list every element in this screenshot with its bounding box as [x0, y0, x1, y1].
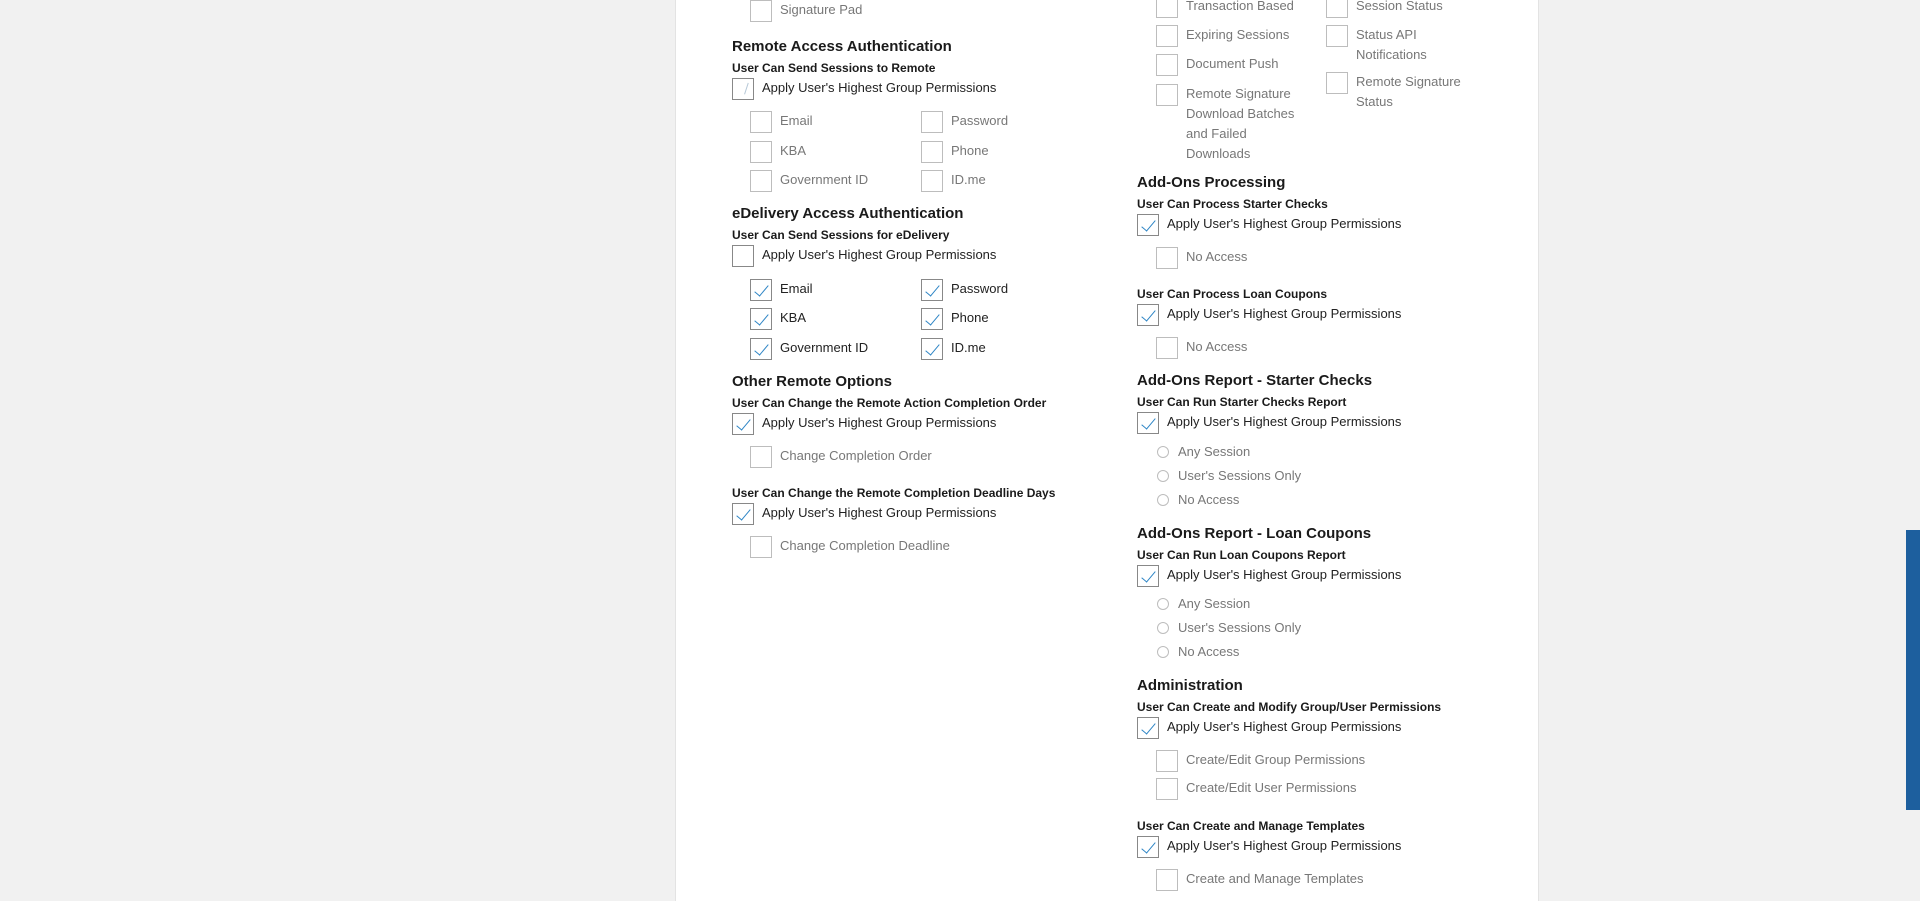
permissions-apply[interactable]	[1137, 717, 1401, 739]
loan-coupons-apply-checkbox[interactable]	[1137, 304, 1159, 326]
loan-no-access-checkbox[interactable]	[1156, 337, 1178, 359]
report-starter-own-sessions[interactable]	[1157, 466, 1301, 486]
manage-templates-checkbox[interactable]	[1156, 869, 1178, 891]
edelivery-idme-checkbox[interactable]	[921, 338, 943, 360]
user-permissions-label: Create/Edit User Permissions	[1186, 780, 1357, 795]
report-loan-subtitle: User Can Run Loan Coupons Report	[1137, 548, 1346, 562]
edelivery-phone-label: Phone	[951, 310, 989, 325]
remote-signature-status-option[interactable]	[1326, 72, 1466, 112]
remote-auth-apply-checkbox[interactable]	[732, 78, 754, 100]
edelivery-auth-title: eDelivery Access Authentication	[732, 205, 964, 222]
remote-gov-id-label: Government ID	[780, 172, 869, 187]
signature-pad-checkbox[interactable]	[750, 0, 772, 22]
edelivery-idme-label: ID.me	[951, 340, 986, 355]
report-starter-own-label: User's Sessions Only	[1178, 468, 1302, 483]
report-starter-subtitle: User Can Run Starter Checks Report	[1137, 395, 1347, 409]
report-starter-no-access[interactable]	[1157, 490, 1239, 510]
status-api-checkbox[interactable]	[1326, 25, 1348, 47]
remote-signature-download-option[interactable]	[1156, 84, 1301, 164]
report-starter-none-label: No Access	[1178, 492, 1240, 507]
remote-kba-checkbox[interactable]	[750, 141, 772, 163]
change-completion-deadline[interactable]	[750, 536, 950, 558]
edelivery-auth-subtitle: User Can Send Sessions for eDelivery	[732, 228, 950, 242]
report-starter-apply-checkbox[interactable]	[1137, 412, 1159, 434]
permissions-apply-checkbox[interactable]	[1137, 717, 1159, 739]
document-push-label: Document Push	[1186, 56, 1279, 71]
report-loan-any-radio[interactable]	[1157, 598, 1169, 610]
report-loan-none-radio[interactable]	[1157, 646, 1169, 658]
remote-auth-subtitle: User Can Send Sessions to Remote	[732, 61, 936, 75]
group-permissions-checkbox[interactable]	[1156, 750, 1178, 772]
completion-order-apply-label: Apply User's Highest Group Permissions	[762, 415, 997, 430]
document-push-checkbox[interactable]	[1156, 54, 1178, 76]
templates-subtitle: User Can Create and Manage Templates	[1137, 819, 1365, 833]
completion-order-subtitle: User Can Change the Remote Action Completion Order	[732, 396, 1047, 410]
remote-idme-checkbox[interactable]	[921, 170, 943, 192]
completion-deadline-apply-checkbox[interactable]	[732, 503, 754, 525]
completion-deadline-subtitle: User Can Change the Remote Completion Deadline Days	[732, 486, 1056, 500]
session-status-label: Session Status	[1356, 0, 1443, 13]
loan-coupons-apply[interactable]	[1137, 304, 1401, 326]
report-loan-own-radio[interactable]	[1157, 622, 1169, 634]
edelivery-phone-checkbox[interactable]	[921, 308, 943, 330]
starter-checks-apply-checkbox[interactable]	[1137, 214, 1159, 236]
starter-checks-subtitle: User Can Process Starter Checks	[1137, 197, 1328, 211]
report-starter-any-session[interactable]	[1157, 442, 1250, 462]
report-starter-apply[interactable]	[1137, 412, 1401, 434]
completion-deadline-apply-label: Apply User's Highest Group Permissions	[762, 505, 997, 520]
remote-password-label: Password	[951, 113, 1009, 128]
remote-idme-label: ID.me	[951, 172, 986, 187]
edelivery-password-checkbox[interactable]	[921, 279, 943, 301]
loan-coupons-no-access[interactable]	[1156, 337, 1247, 359]
edelivery-email[interactable]	[750, 279, 813, 301]
edelivery-email-checkbox[interactable]	[750, 279, 772, 301]
remote-password-checkbox[interactable]	[921, 111, 943, 133]
create-manage-templates[interactable]	[1156, 869, 1364, 891]
completion-order-apply-checkbox[interactable]	[732, 413, 754, 435]
signature-pad-label: Signature Pad	[780, 2, 863, 17]
starter-no-access-checkbox[interactable]	[1156, 247, 1178, 269]
remote-auth-password[interactable]	[921, 111, 1008, 133]
change-completion-order-checkbox[interactable]	[750, 446, 772, 468]
starter-checks-no-access[interactable]	[1156, 247, 1247, 269]
report-loan-no-access[interactable]	[1157, 642, 1239, 662]
report-loan-title: Add-Ons Report - Loan Coupons	[1137, 525, 1372, 542]
session-status-option[interactable]	[1326, 0, 1443, 18]
remote-phone-label: Phone	[951, 143, 989, 158]
templates-apply-checkbox[interactable]	[1137, 836, 1159, 858]
remote-signature-status-label: Remote Signature Status	[1356, 74, 1461, 109]
remote-email-checkbox[interactable]	[750, 111, 772, 133]
expiring-sessions-option[interactable]	[1156, 25, 1289, 47]
report-loan-apply-checkbox[interactable]	[1137, 565, 1159, 587]
remote-auth-email[interactable]	[750, 111, 813, 133]
remote-kba-label: KBA	[780, 143, 807, 158]
edelivery-kba-label: KBA	[780, 310, 807, 325]
other-remote-title: Other Remote Options	[732, 373, 893, 390]
change-completion-deadline-label: Change Completion Deadline	[780, 538, 950, 553]
completion-deadline-apply[interactable]	[732, 503, 996, 525]
create-edit-group-permissions[interactable]	[1156, 750, 1365, 772]
report-starter-apply-label: Apply User's Highest Group Permissions	[1167, 414, 1402, 429]
edelivery-apply-label: Apply User's Highest Group Permissions	[762, 247, 997, 262]
document-push-option[interactable]	[1156, 54, 1279, 76]
remote-phone-checkbox[interactable]	[921, 141, 943, 163]
manage-templates-label: Create and Manage Templates	[1186, 871, 1364, 886]
edelivery-gov-id[interactable]	[750, 338, 868, 360]
scrollbar-thumb[interactable]	[1906, 530, 1920, 810]
remote-auth-gov-id[interactable]	[750, 170, 868, 192]
remote-gov-id-checkbox[interactable]	[750, 170, 772, 192]
report-starter-title: Add-Ons Report - Starter Checks	[1137, 372, 1373, 389]
transaction-based-label: Transaction Based	[1186, 0, 1294, 13]
user-permissions-checkbox[interactable]	[1156, 778, 1178, 800]
templates-apply[interactable]	[1137, 836, 1401, 858]
create-edit-user-permissions[interactable]	[1156, 778, 1357, 800]
expiring-sessions-label: Expiring Sessions	[1186, 27, 1290, 42]
status-api-option[interactable]	[1326, 25, 1456, 65]
loan-coupons-apply-label: Apply User's Highest Group Permissions	[1167, 306, 1402, 321]
session-status-checkbox[interactable]	[1326, 0, 1348, 18]
edelivery-kba-checkbox[interactable]	[750, 308, 772, 330]
report-starter-none-radio[interactable]	[1157, 494, 1169, 506]
remote-auth-title: Remote Access Authentication	[732, 38, 952, 55]
remote-auth-apply-label: Apply User's Highest Group Permissions	[762, 80, 997, 95]
completion-order-apply[interactable]	[732, 413, 996, 435]
status-api-label: Status API Notifications	[1356, 27, 1427, 62]
report-starter-any-radio[interactable]	[1157, 446, 1169, 458]
report-loan-own-sessions[interactable]	[1157, 618, 1301, 638]
starter-checks-apply[interactable]	[1137, 214, 1401, 236]
remote-email-label: Email	[780, 113, 813, 128]
change-completion-order[interactable]	[750, 446, 932, 468]
starter-no-access-label: No Access	[1186, 249, 1248, 264]
report-loan-apply[interactable]	[1137, 565, 1401, 587]
permissions-panel	[675, 0, 1539, 901]
change-completion-deadline-checkbox[interactable]	[750, 536, 772, 558]
edelivery-apply-checkbox[interactable]	[732, 245, 754, 267]
remote-auth-idme[interactable]	[921, 170, 986, 192]
report-loan-any-label: Any Session	[1178, 596, 1251, 611]
change-completion-order-label: Change Completion Order	[780, 448, 932, 463]
edelivery-password-label: Password	[951, 281, 1009, 296]
permissions-apply-label: Apply User's Highest Group Permissions	[1167, 719, 1402, 734]
remote-signature-status-checkbox[interactable]	[1326, 72, 1348, 94]
administration-title: Administration	[1137, 677, 1243, 694]
remote-auth-kba[interactable]	[750, 141, 806, 163]
starter-checks-apply-label: Apply User's Highest Group Permissions	[1167, 216, 1402, 231]
edelivery-email-label: Email	[780, 281, 813, 296]
remote-auth-apply[interactable]	[732, 78, 996, 100]
edelivery-password[interactable]	[921, 279, 1008, 301]
loan-no-access-label: No Access	[1186, 339, 1248, 354]
remote-signature-download-label: Remote Signature Download Batches and Failed Downloads	[1186, 86, 1295, 161]
templates-apply-label: Apply User's Highest Group Permissions	[1167, 838, 1402, 853]
report-loan-none-label: No Access	[1178, 644, 1240, 659]
report-loan-own-label: User's Sessions Only	[1178, 620, 1302, 635]
report-starter-own-radio[interactable]	[1157, 470, 1169, 482]
edelivery-kba[interactable]	[750, 308, 806, 330]
report-loan-apply-label: Apply User's Highest Group Permissions	[1167, 567, 1402, 582]
edelivery-idme[interactable]	[921, 338, 986, 360]
edelivery-auth-apply[interactable]	[732, 245, 996, 267]
report-starter-any-label: Any Session	[1178, 444, 1251, 459]
edelivery-gov-id-checkbox[interactable]	[750, 338, 772, 360]
edelivery-phone[interactable]	[921, 308, 989, 330]
loan-coupons-subtitle: User Can Process Loan Coupons	[1137, 287, 1328, 301]
report-loan-any-session[interactable]	[1157, 594, 1250, 614]
permissions-subtitle: User Can Create and Modify Group/User Permissions	[1137, 700, 1442, 714]
signature-pad-option[interactable]	[750, 0, 862, 22]
expiring-sessions-checkbox[interactable]	[1156, 25, 1178, 47]
transaction-based-option[interactable]	[1156, 0, 1294, 18]
addons-processing-title: Add-Ons Processing	[1137, 174, 1286, 191]
remote-auth-phone[interactable]	[921, 141, 989, 163]
transaction-based-checkbox[interactable]	[1156, 0, 1178, 18]
remote-signature-download-checkbox[interactable]	[1156, 84, 1178, 106]
group-permissions-label: Create/Edit Group Permissions	[1186, 752, 1366, 767]
edelivery-gov-id-label: Government ID	[780, 340, 869, 355]
